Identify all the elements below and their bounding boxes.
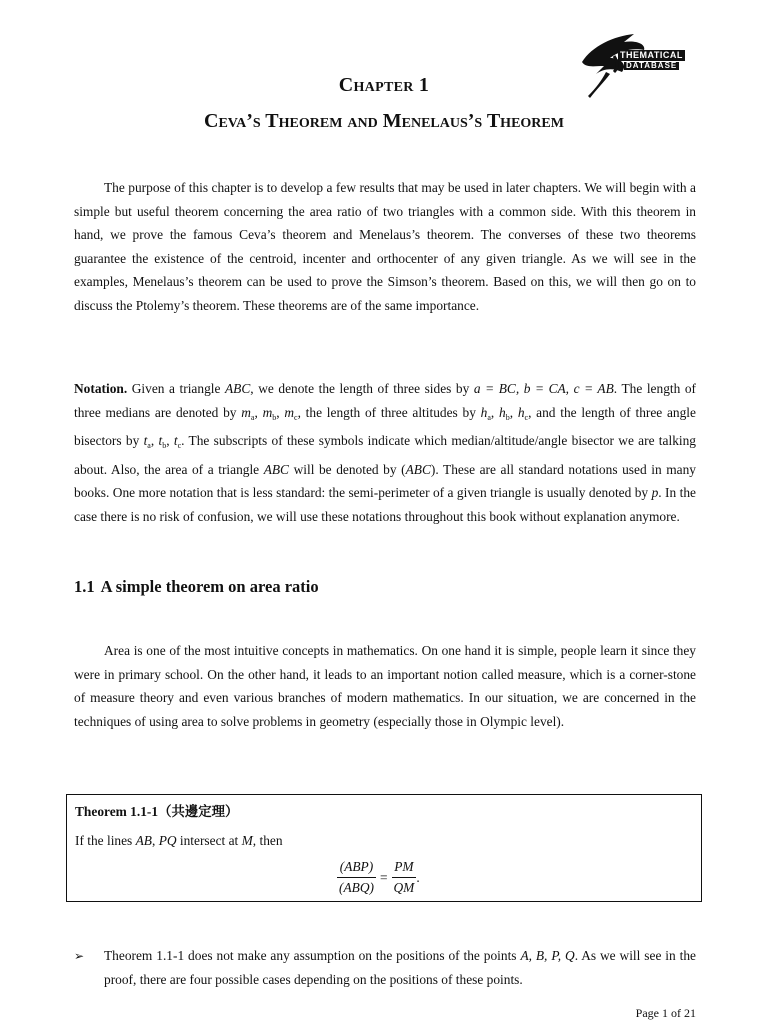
notation-text: will be denoted by ( [289,461,406,477]
math-m: m [241,404,251,420]
math-h: h [517,404,525,420]
page-number: Page 1 of 21 [635,1006,696,1020]
logo-wordmark-bottom: DATABASE [626,61,678,70]
math-abc: ABC [225,381,251,396]
math-sides: a = BC, b = CA, c = AB [473,381,614,396]
theorem-text: If the lines [75,833,136,848]
theorem-text: intersect at [176,833,242,848]
denominator-left: (ABQ) [339,880,374,895]
bullet-text [104,944,696,992]
math-sub: a [250,412,255,422]
numerator-left: (ABP) [337,857,376,878]
section-title: A simple theorem on area ratio [100,577,319,596]
section-heading [74,577,325,597]
area-paragraph: Area is one of the most intuitive concepts in mathematics. On one hand it is simple, people learn it since they were in primary school. On the other hand, it leads to an important notion called measure, which is a corner-stone of measure theory and even various branches of modern mathematics. In our situation, we are concerned in the techniques of using area to solve problems in geometry (especially those in Olympic level). [74,643,696,729]
math-m: m [284,404,295,420]
intro-paragraph: The purpose of this chapter is to develop a few results that may be used in later chapters. We will begin with a simple but useful theorem concerning the area ratio of two triangles with a common side. With this theorem in hand, we prove the famous Ceva’s theorem and Menelaus’s theorem. The converses of these two theorems guarantee the existence of the centroid, incenter and orthocenter of any given triangle. As we will see in the examples, Menelaus’s theorem can be used to prove the Simson’s theorem. Based on this, we will then go on to discuss the Ptolemy’s theorem. These theorems are of the same importance. [74,180,696,313]
notation-text: , and the length of three angle bisectors by [74,404,696,449]
fraction-left [337,857,376,898]
chapter-label: Chapter 1 [338,74,430,96]
math-h: h [499,404,506,420]
bullet-text-part: Theorem 1.1-1 does not make any assumption on the positions of the points [104,948,521,963]
formula-period: . [416,869,420,885]
notation-text: . The length of three medians are denoted by [74,381,697,420]
math-h: h [480,404,488,420]
math-sub: a [487,412,491,422]
math-sub: c [524,412,529,422]
logo-wordmark-top: THEMATICAL [620,50,683,60]
arrow-bullet-icon: ➢ [74,949,85,963]
notation-text: Given a triangle [127,381,225,396]
math-sub: a [147,441,151,451]
math-sub: b [505,412,510,422]
notation-paragraph: Notation. Given a triangle ABC, we denote the length of three sides by a = BC, b = CA, c = AB. The length of three medians are denoted by $m_a$, $m_b$, $m_c$, the length of three altitudes by $h_a$, $h_b$, $h_c$, and the length of three angle bisectors by $t_a$, $t_b$, $t_c$. The subscripts of these symbols indicate which median/altitude/angle bisector we are talking about. Also, the area of a triangle ABC will be denoted by (ABC). These are all standard notations used in many books. One more notation that is less standard: the semi-perimeter of a given triangle is usually denoted by p. In the case there is no risk of confusion, we will use these notations throughout this book without explanation anymore. [74,381,697,524]
bullet-note [74,944,696,992]
theorem-text: , [151,833,159,848]
notation-text: . The subscripts of these symbols indicate which median/altitude/angle bisector we are talking about. Also, the area of a triangle [74,433,697,477]
theorem-chinese-name: （共邊定理） [158,804,239,819]
notation-text: ). These are all standard notations used in many books. One more notation that is less standard: the semi-perimeter of a given triangle is usually denoted by [74,461,696,501]
math-sub: b [272,412,277,422]
theorem-statement [75,833,283,849]
theorem-number: Theorem 1.1-1 [75,804,159,819]
math-ab: AB [135,833,152,848]
notation-text: , we denote the length of three sides by [250,381,474,396]
bullet-text-part: . As we will see in the proof, there are four possible cases depending on the positions of these points. [104,948,696,987]
math-sub: c [294,412,298,422]
math-sub: b [162,441,167,451]
chapter-title: Ceva’s Theorem and Menelaus’s Theorem [204,110,564,132]
math-t: t [143,433,148,449]
numerator-right: PM [392,857,417,878]
equals-sign: = [379,869,388,885]
notation-label: Notation. [74,381,128,396]
math-sub: c [177,441,182,451]
math-t: t [173,433,178,449]
section-number: 1.1 [74,577,95,596]
math-abc: ABC [405,461,431,477]
math-points: A, B, P, Q [520,948,575,963]
math-abc: ABC [263,461,289,477]
theorem-title [75,801,238,820]
math-pq: PQ [158,833,177,848]
math-m-point: M [241,833,253,848]
theorem-formula [337,857,420,898]
math-p: p [651,485,659,501]
math-t: t [158,433,163,449]
fraction-right [392,857,420,898]
denominator-right: QM [393,880,415,895]
theorem-box [66,794,702,902]
notation-text: . In the case there is no risk of confusion, we will use these notations throughout this book without explanation anymore. [74,485,696,524]
notation-text: , the length of three altitudes by [297,404,481,420]
theorem-text: , then [252,833,283,848]
math-m: m [262,404,273,420]
